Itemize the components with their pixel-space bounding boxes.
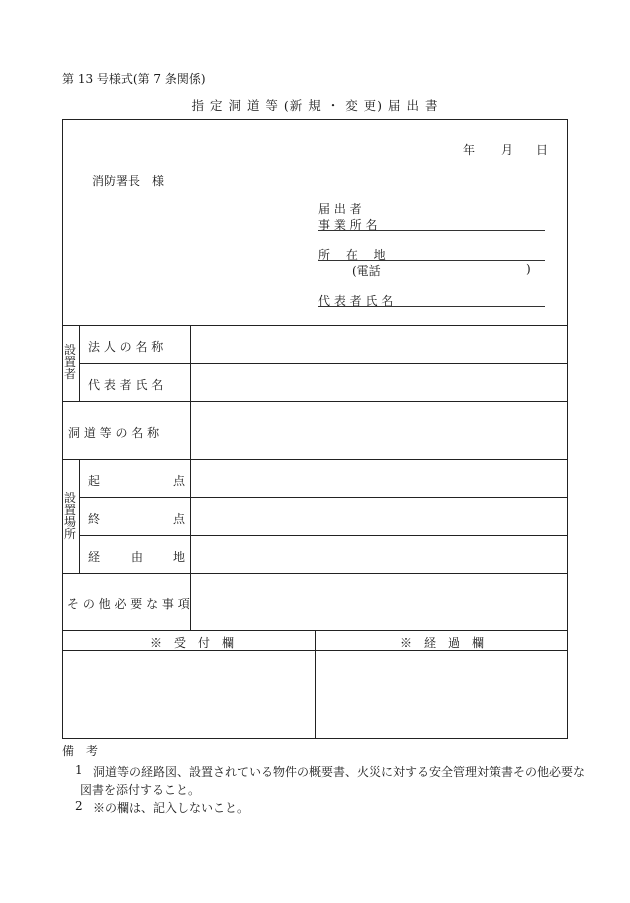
row-line [62,325,568,326]
addressee: 消防署長 様 [92,174,165,188]
row-line [62,459,568,460]
notifier-label: 届 出 者 [318,202,362,216]
representative-label: 代 表 者 氏 名 [318,294,394,308]
date-year-label: 年 [463,143,476,157]
end-label-2: 点 [173,512,186,526]
location-group-label: 設置場所 [63,491,76,541]
office-name-label: 事 業 所 名 [318,218,378,232]
row-line [62,573,568,574]
installer-group-label: 設置者 [63,343,76,381]
row-line [79,535,568,536]
note-1-text-cont: 図書を添付すること。 [80,783,201,797]
bottom-divider [315,630,316,739]
group-divider [79,459,80,573]
other-matters-label: そ の 他 必 要 な 事 項 [67,597,190,611]
date-day-label: 日 [536,143,549,157]
row-line [79,497,568,498]
via-label-3: 地 [173,550,186,564]
note-1-number: 1 [75,763,83,777]
form-title: 指 定 洞 道 等 (新 規 ・ 変 更) 届 出 書 [191,98,439,113]
representative-underline [318,306,545,307]
reception-label: ※ 受 付 欄 [150,636,235,650]
rep-name-label: 代 表 者 氏 名 [88,378,164,392]
start-label: 起 [88,474,101,488]
end-label: 終 [88,512,101,526]
via-label: 経 [88,550,101,564]
progress-label: ※ 経 過 欄 [400,636,485,650]
notes-heading: 備 考 [62,744,99,758]
note-1-text: 洞道等の経路図、設置されている物件の概要書、火災に対する安全管理対策書その他必要な [93,765,586,779]
note-2-number: 2 [75,799,83,813]
corp-name-label: 法 人 の 名 称 [88,340,164,354]
row-line [79,363,568,364]
address-underline [318,260,545,261]
start-label-2: 点 [173,474,186,488]
form-number: 第 13 号様式(第 7 条関係) [62,72,206,86]
date-month-label: 月 [501,143,514,157]
row-line [62,401,568,402]
via-label-2: 由 [131,550,144,564]
address-label: 所 在 地 [318,248,386,262]
phone-label: (電話 [352,264,381,278]
group-divider [79,325,80,401]
tunnel-name-label: 洞 道 等 の 名 称 [68,426,160,440]
phone-close: ) [526,262,531,276]
office-name-underline [318,230,545,231]
label-value-divider [190,325,191,630]
note-2-text: ※の欄は、記入しないこと。 [93,801,250,815]
